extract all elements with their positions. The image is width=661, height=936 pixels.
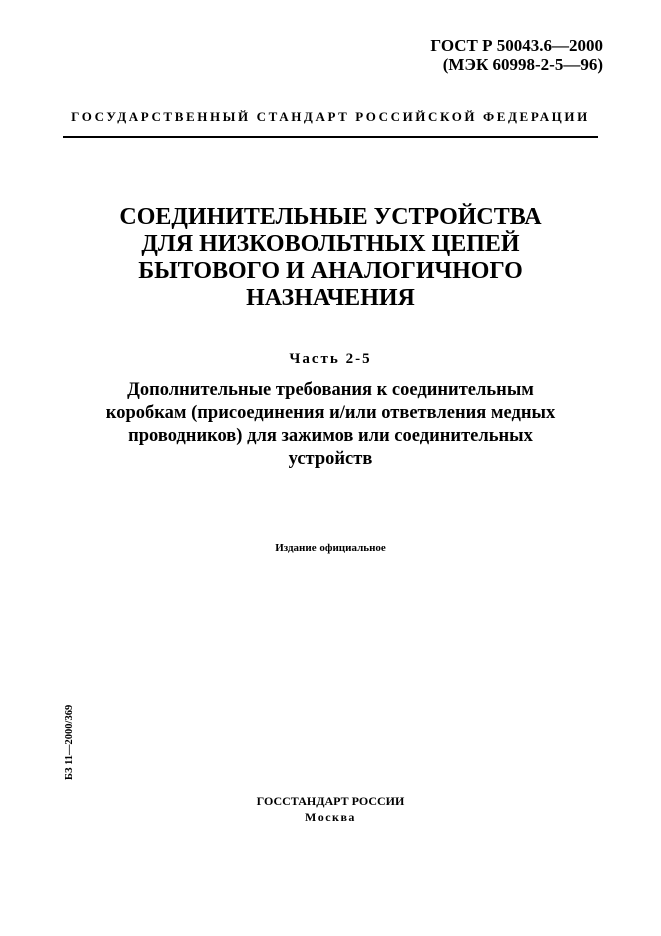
publisher-city: Москва <box>305 810 356 824</box>
horizontal-divider <box>63 136 598 138</box>
document-subtitle <box>60 379 601 471</box>
part-label: Часть 2-5 <box>289 351 372 367</box>
title-line: НАЗНАЧЕНИЯ <box>246 285 415 311</box>
subtitle-line: проводников) для зажимов или соединительных <box>128 426 533 446</box>
margin-note: БЗ 11—2000/369 <box>64 704 75 780</box>
edition-label: Издание официальное <box>275 542 386 554</box>
subtitle-line: коробкам (присоединения и/или ответвления медных <box>105 403 556 423</box>
subtitle-line: Дополнительные требования к соединительным <box>127 380 534 400</box>
title-line: БЫТОВОГО И АНАЛОГИЧНОГО <box>138 258 523 284</box>
standard-code: ГОСТ Р 50043.6—2000 <box>430 36 603 55</box>
document-title <box>60 204 601 312</box>
iec-code: (МЭК 60998-2-5—96) <box>442 55 603 74</box>
subtitle-line: устройств <box>288 449 373 469</box>
publisher-block <box>0 793 661 825</box>
title-line: ДЛЯ НИЗКОВОЛЬТНЫХ ЦЕПЕЙ <box>141 231 520 257</box>
standard-codes <box>430 36 603 74</box>
title-line: СОЕДИНИТЕЛЬНЫЕ УСТРОЙСТВА <box>119 204 542 230</box>
state-standard-heading: ГОСУДАРСТВЕННЫЙ СТАНДАРТ РОССИЙСКОЙ ФЕДЕРАЦИИ <box>71 109 590 124</box>
publisher-name: ГОССТАНДАРТ РОССИИ <box>256 794 405 808</box>
